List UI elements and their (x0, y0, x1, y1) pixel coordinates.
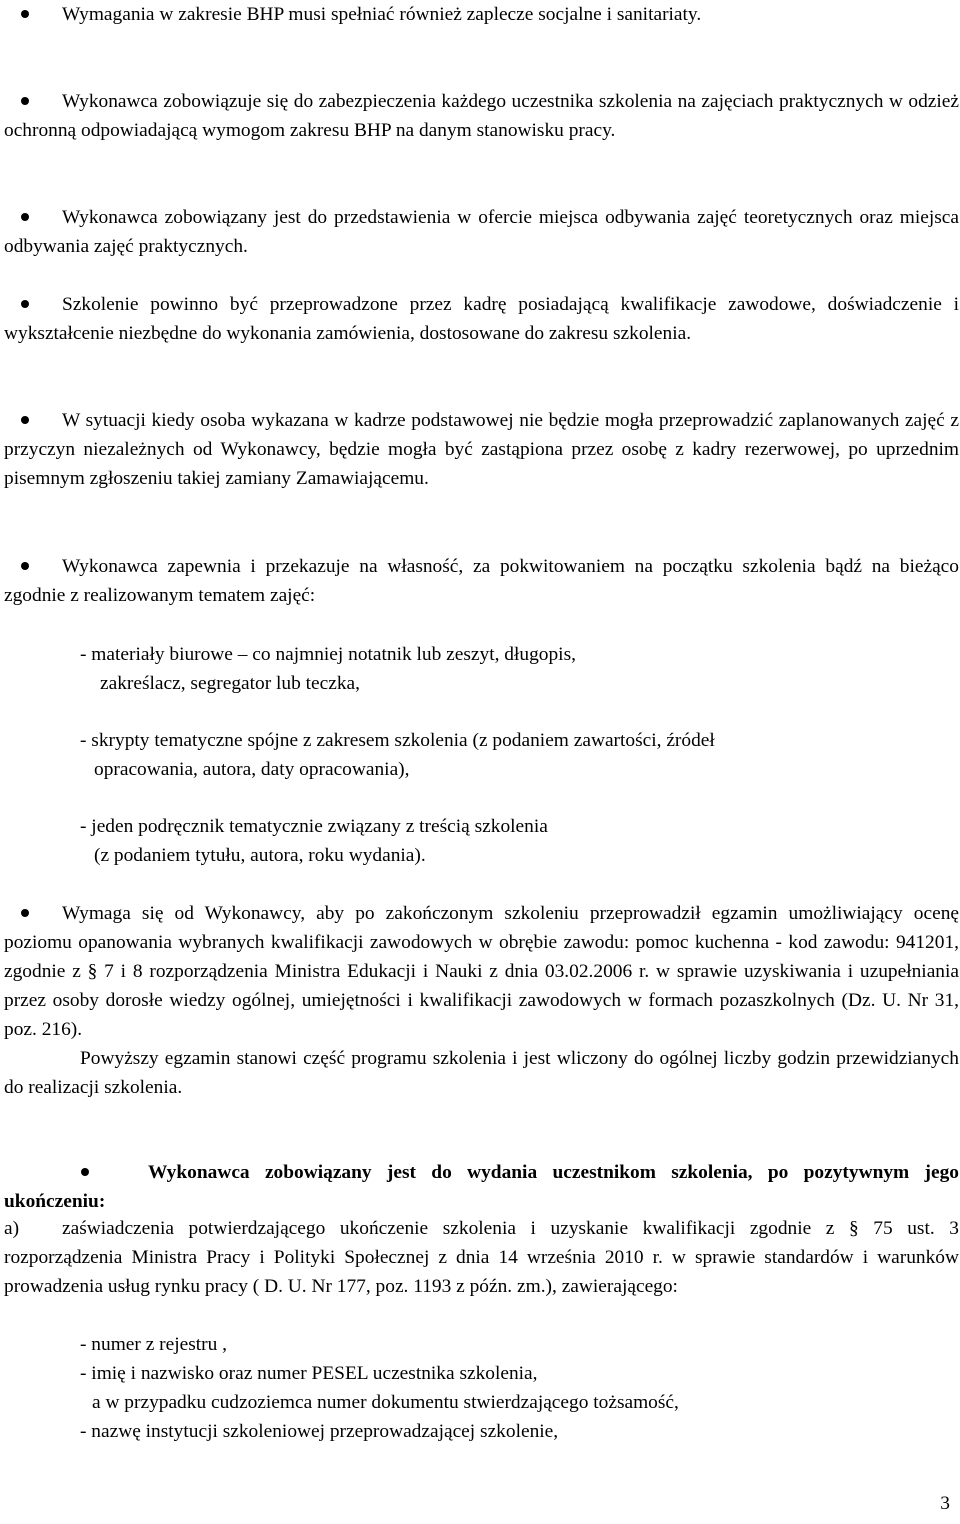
list-item-office-materials (80, 640, 940, 698)
list-item-institution-name: - nazwę instytucji szkoleniowej przeprowadzającej szkolenie, (80, 1421, 559, 1442)
list-item-foreigner-document: a w przypadku cudzoziemca numer dokumentu stwierdzającego tożsamość, (92, 1392, 679, 1413)
paragraph-certificate-heading (4, 1158, 959, 1216)
list-item-text: (z podaniem tytułu, autora, roku wydania). (94, 845, 426, 866)
paragraph-text: W sytuacji kiedy osoba wykazana w kadrze podstawowej nie będzie mogła przeprowadzić zaplanowanych zajęć z przyczyn niezależnych od Wykonawcy, będzie mogła być zastąpiona przez osobę z kadry rezerwowej, po uprzednim pisemnym zgłoszeniu takiej zamiany Zamawiającemu. (4, 410, 959, 489)
list-item-text: opracowania, autora, daty opracowania), (94, 759, 410, 780)
list-item-register-number: - numer z rejestru , (80, 1334, 227, 1355)
list-item-textbook (80, 812, 940, 870)
list-item-text: zakreślacz, segregator lub teczka, (100, 673, 361, 694)
paragraph-text: Powyższy egzamin stanowi część programu szkolenia i jest wliczony do ogólnej liczby godzin przewidzianych do realizacji szkolenia. (4, 1048, 959, 1098)
paragraph-materials-intro (4, 552, 959, 610)
list-item-text: - skrypty tematyczne spójne z zakresem szkolenia (z podaniem zawartości, źródeł (80, 730, 715, 751)
list-marker: a) (4, 1218, 20, 1239)
paragraph-text: Wykonawca zapewnia i przekazuje na własność, za pokwitowaniem na początku szkolenia bądź na bieżąco zgodnie z realizowanym tematem zajęć: (4, 556, 959, 606)
paragraph-text: Wykonawca zobowiązany jest do wydania uczestnikom szkolenia, po pozytywnym jego ukończeniu: (4, 1162, 959, 1212)
paragraph-text: Szkolenie powinno być przeprowadzone przez kadrę posiadającą kwalifikacje zawodowe, doświadczenie i wykształcenie niezbędne do wykonania zamówienia, dostosowane do zakresu szkolenia. (4, 294, 959, 344)
paragraph-certificate (4, 1214, 959, 1301)
page-number: 3 (940, 1493, 950, 1514)
paragraph-text: Wymaga się od Wykonawcy, aby po zakończonym szkoleniu przeprowadził egzamin umożliwiający ocenę poziomu opanowania wybranych kwalifikacji zawodowych w obrębie zawodu: pomoc kuchenna - kod zawodu: 941201, zgodnie z § 7 i 8 rozporządzenia Ministra Edukacji i Nauki z dnia 03.02.2006 r. w sprawie uzyskiwania i uzupełniania przez osoby dorosłe wiedzy ogólnej, umiejętności i kwalifikacji zawodowych w formach pozaszkolnych (Dz. U. Nr 31, poz. 216). (4, 903, 959, 1040)
paragraph-text: Wymagania w zakresie BHP musi spełniać również zaplecze socjalne i sanitariaty. (62, 4, 702, 25)
paragraph-staff-replacement (4, 406, 959, 493)
paragraph-protective-clothing (4, 87, 959, 145)
paragraph-text: Wykonawca zobowiązuje się do zabezpieczenia każdego uczestnika szkolenia na zajęciach praktycznych w odzież ochronną odpowiadającą wymogom zakresu BHP na danym stanowisku pracy. (4, 91, 959, 141)
paragraph-training-locations (4, 203, 959, 261)
paragraph-bhp-facilities (4, 0, 959, 29)
list-item-text: - materiały biurowe – co najmniej notatnik lub zeszyt, długopis, (80, 644, 576, 665)
list-item-scripts (80, 726, 940, 784)
paragraph-exam (4, 899, 959, 1102)
list-item-name-pesel: - imię i nazwisko oraz numer PESEL uczestnika szkolenia, (80, 1363, 538, 1384)
paragraph-text: Wykonawca zobowiązany jest do przedstawienia w ofercie miejsca odbywania zajęć teoretycznych oraz miejsca odbywania zajęć praktycznych. (4, 207, 959, 257)
paragraph-staff-qualifications (4, 290, 959, 348)
list-item-text: - jeden podręcznik tematycznie związany z treścią szkolenia (80, 816, 548, 837)
paragraph-text: zaświadczenia potwierdzającego ukończenie szkolenia i uzyskanie kwalifikacji zgodnie z § 75 ust. 3 rozporządzenia Ministra Pracy i Polityki Społecznej z dnia 14 września 2010 r. w sprawie standardów i warunków prowadzenia usług rynku pracy ( D. U. Nr 177, poz. 1193 z późn. zm.), zawierającego: (4, 1218, 959, 1297)
